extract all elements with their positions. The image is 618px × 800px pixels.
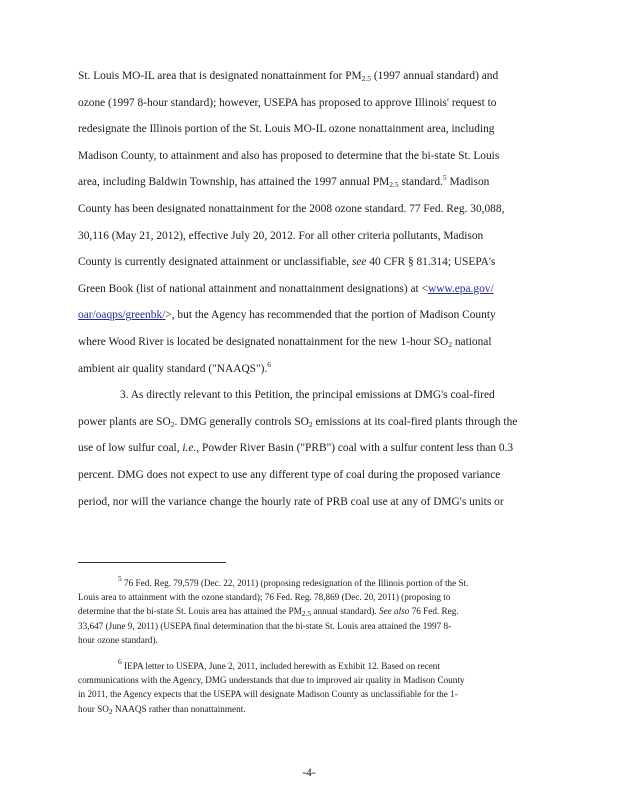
footnote-line: Louis area to attainment with the ozone standard); 76 Fed. Reg. 78,869 (Dec. 20, 2011) (proposing to [78, 592, 451, 603]
body-line: percent. DMG does not expect to use any different type of coal during the proposed variance [78, 468, 501, 481]
footnotes [78, 576, 550, 728]
body-line: County is currently designated attainment or unclassifiable, see 40 CFR § 81.314; USEPA's [78, 256, 496, 269]
footnote-reference: 6 [267, 359, 272, 369]
footnote-line: communications with the Agency, DMG understands that due to improved air quality in Madison County [78, 675, 465, 686]
footnote-line: $^5$ 76 Fed. Reg. 79,579 (Dec. 22, 2011) (proposing redesignation of the Illinois portion of the St. [118, 574, 469, 588]
body-line: power plants are $SO_2$. DMG generally controls $SO_2$ emissions at its coal-fired plants through the [78, 415, 518, 429]
footnote-5 [78, 576, 550, 647]
footnote-marker: 6 [118, 657, 122, 667]
footnote-6 [78, 659, 550, 716]
body-text [78, 63, 548, 515]
body-line: period, nor will the variance change the hourly rate of PRB coal use at any of DMG's units or [78, 495, 504, 508]
footnote-marker: 5 [118, 574, 122, 583]
footnote-line: 33,647 (June 9, 2011) (USEPA final determination that the bi-state St. Louis area attained the 1997 8- [78, 620, 452, 631]
body-line: Green Book (list of national attainment and nonattainment designations) at <www.epa.gov/ [78, 282, 494, 295]
body-line: Madison County, to attainment and also has proposed to determine that the bi-state St. Louis [78, 149, 500, 162]
greenbook-link[interactable]: oar/oaqps/greenbk/ [78, 309, 166, 322]
body-line: use of low sulfur coal, i.e., Powder River Basin ("PRB") coal with a sulfur content less than 0.3 [78, 442, 514, 455]
footnote-line: determine that the bi-state St. Louis area has attained the $PM_{2.5}$ annual standard). See also 76 Fed. Reg. [78, 606, 459, 619]
body-line: 30,116 (May 21, 2012), effective July 20, 2012. For all other criteria pollutants, Madison [78, 229, 484, 242]
footnote-line: hour ozone standard). [78, 634, 158, 645]
page-number: -4- [302, 767, 316, 779]
body-line: St. Louis MO-IL area that is designated nonattainment for $PM_{2.5}$ (1997 annual standard) and [78, 70, 499, 83]
greenbook-link[interactable]: www.epa.gov/ [427, 282, 494, 295]
footnote-reference: 5 [442, 173, 447, 183]
body-line: area, including Baldwin Township, has attained the 1997 annual $PM_{2.5}$ standard.$^5$ Madison [78, 173, 490, 190]
body-line: ozone (1997 8-hour standard); however, USEPA has proposed to approve Illinois' request to [78, 96, 497, 109]
body-line: oar/oaqps/greenbk/>, but the Agency has recommended that the portion of Madison County [78, 309, 496, 322]
footnote-separator [78, 562, 226, 563]
footnote-line: in 2011, the Agency expects that the USEPA will designate Madison County as unclassifiable for the 1- [78, 689, 458, 700]
footnote-line: hour $SO_2$ NAAQS rather than nonattainment. [78, 703, 246, 716]
body-line: redesignate the Illinois portion of the St. Louis MO-IL ozone nonattainment area, including [78, 123, 495, 136]
body-line: 3. As directly relevant to this Petition, the principal emissions at DMG's coal-fired [120, 389, 495, 402]
body-line: County has been designated nonattainment for the 2008 ozone standard. 77 Fed. Reg. 30,088, [78, 202, 505, 215]
footnote-line: $^6$ IEPA letter to USEPA, June 2, 2011, included herewith as Exhibit 12. Based on recent [118, 657, 440, 672]
body-line: where Wood River is located be designated nonattainment for the new 1-hour $SO_2$ national [78, 335, 492, 349]
body-line: ambient air quality standard ("NAAQS").$^6$ [78, 359, 272, 375]
